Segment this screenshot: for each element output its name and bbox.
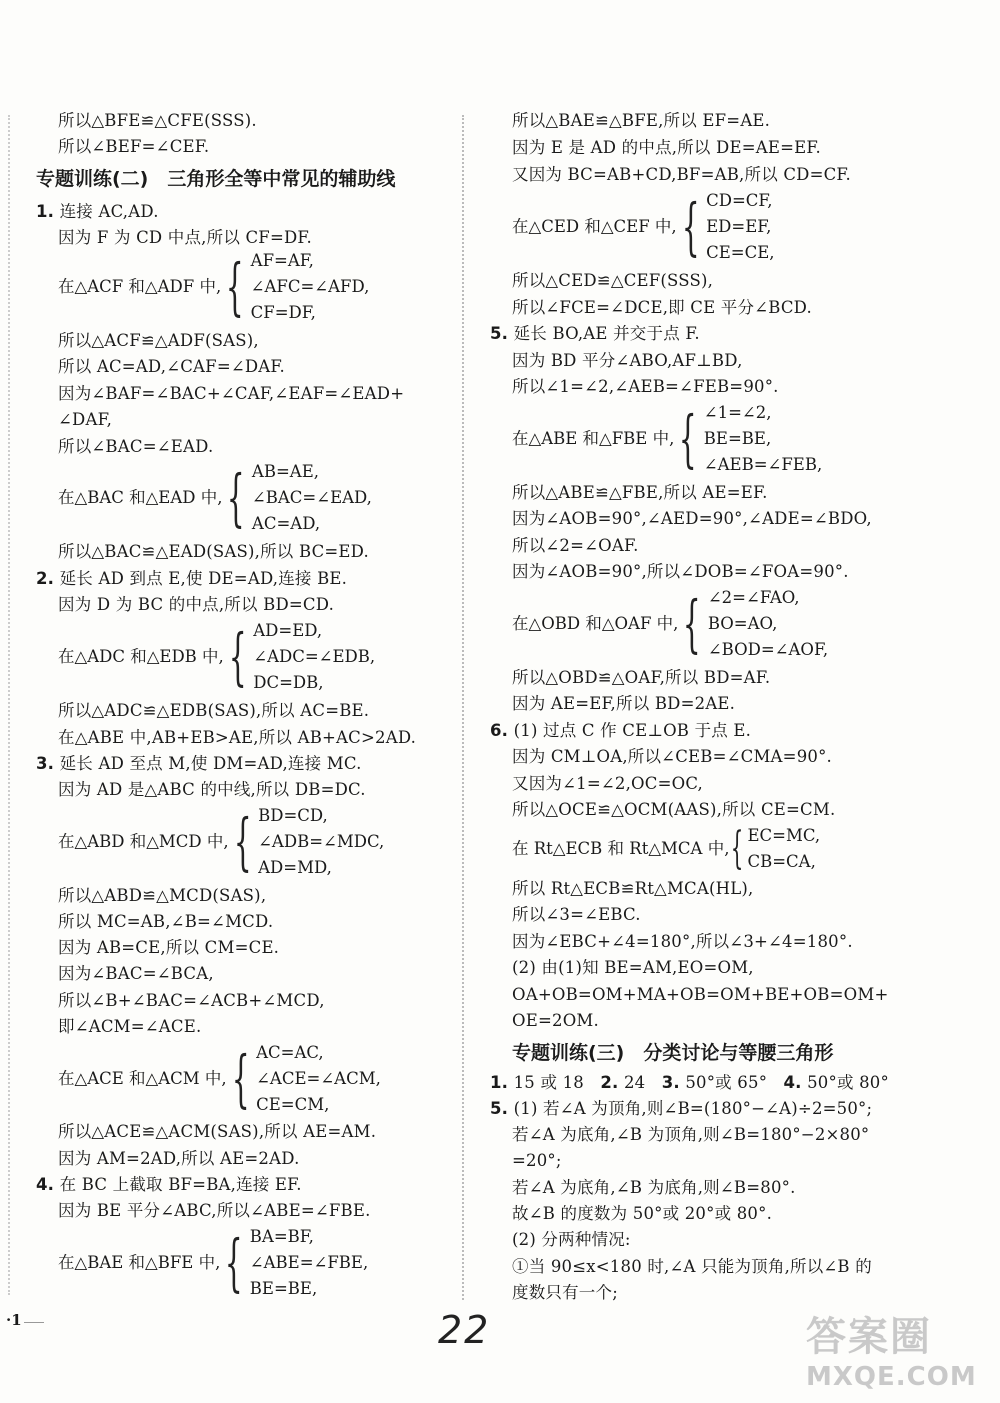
text-line: 所以∠2=∠OAF. bbox=[512, 536, 639, 555]
corner-mark: ·1 bbox=[6, 1311, 22, 1329]
problem-number: 5. bbox=[490, 324, 509, 343]
equation-system bbox=[512, 188, 775, 266]
section-title-3: 专题训练(三) 分类讨论与等腰三角形 bbox=[512, 1042, 834, 1064]
system-lead: 在△ABD 和△MCD 中, bbox=[58, 832, 229, 851]
text-line: =20°; bbox=[512, 1151, 562, 1170]
brace-icon: { bbox=[225, 1226, 243, 1299]
text-line: 所以△ADC≌△EDB(SAS),所以 AC=BE. bbox=[58, 701, 370, 720]
system-row: BD=CD, bbox=[258, 806, 328, 825]
brace-icon: { bbox=[681, 190, 700, 263]
problem-3-line bbox=[36, 753, 362, 775]
text-line: 所以△ACF≌△ADF(SAS), bbox=[58, 331, 259, 350]
text: 延长 BO,AE 并交于点 F. bbox=[513, 324, 700, 343]
column-divider bbox=[462, 115, 464, 1300]
problem-4-line bbox=[36, 1174, 302, 1196]
text-line: 因为∠AOB=90°,∠AED=90°,∠ADE=∠BDO, bbox=[512, 509, 872, 528]
text: (1) 若∠A 为顶角,则∠B=(180°−∠A)÷2=50°; bbox=[513, 1099, 873, 1118]
watermark-url: MXQE.COM bbox=[806, 1362, 977, 1392]
equation-system bbox=[58, 459, 372, 537]
text: 延长 AD 至点 M,使 DM=AD,连接 MC. bbox=[59, 754, 362, 773]
problem-number: 4. bbox=[783, 1073, 802, 1092]
text-line: 所以△BAC≌△EAD(SAS),所以 BC=ED. bbox=[58, 542, 369, 561]
system-row: CF=DF, bbox=[250, 303, 316, 322]
system-row: ∠ADB=∠MDC, bbox=[258, 832, 385, 851]
system-row: BE=BE, bbox=[703, 429, 772, 448]
text-line: 故∠B 的度数为 50°或 20°或 80°. bbox=[512, 1204, 773, 1223]
text-line: 所以 MC=AB,∠B=∠MCD. bbox=[58, 912, 274, 931]
system-row: BA=BF, bbox=[249, 1227, 314, 1246]
problem-number: 3. bbox=[36, 754, 55, 773]
text-line: 又因为 BC=AB+CD,BF=AB,所以 CD=CF. bbox=[512, 165, 851, 184]
system-row: ED=EF, bbox=[706, 217, 772, 236]
watermark-logo bbox=[806, 1305, 986, 1395]
page-number: 22 bbox=[438, 1308, 491, 1352]
equation-system bbox=[58, 1040, 381, 1118]
system-row: ∠ACE=∠ACM, bbox=[256, 1069, 381, 1088]
system-lead: 在 Rt△ECB 和 Rt△MCA 中, bbox=[512, 839, 730, 858]
text-line: (2) 分两种情况: bbox=[512, 1230, 631, 1249]
answer: 15 或 18 bbox=[513, 1073, 584, 1092]
text-line: 所以△BFE≌△CFE(SSS). bbox=[58, 111, 257, 130]
system-lead: 在△ABE 和△FBE 中, bbox=[512, 429, 675, 448]
brace-icon: { bbox=[226, 250, 244, 323]
text-line: 所以∠BEF=∠CEF. bbox=[58, 137, 210, 156]
problem-number: 4. bbox=[36, 1175, 55, 1194]
system-lead: 在△OBD 和△OAF 中, bbox=[512, 614, 679, 633]
problem-5-line bbox=[490, 323, 700, 345]
answer: 50°或 65° bbox=[685, 1073, 768, 1092]
brace-icon: { bbox=[233, 805, 252, 878]
equation-system bbox=[58, 1224, 368, 1302]
section-title-2: 专题训练(二) 三角形全等中常见的辅助线 bbox=[36, 168, 396, 190]
text-line: 所以△ACE≌△ACM(SAS),所以 AE=AM. bbox=[58, 1122, 377, 1141]
system-row: AD=ED, bbox=[253, 621, 323, 640]
problem-number: 3. bbox=[661, 1073, 680, 1092]
text-line: 所以∠3=∠EBC. bbox=[512, 905, 641, 924]
text-line: 因为 BD 平分∠ABO,AF⊥BD, bbox=[512, 351, 743, 370]
brace-icon: { bbox=[227, 461, 246, 534]
text-line: 所以△OCE≌△OCM(AAS),所以 CE=CM. bbox=[512, 800, 836, 819]
answers-line bbox=[490, 1072, 889, 1094]
system-row: CE=CM, bbox=[256, 1095, 330, 1114]
text-line: OA+OB=OM+MA+OB=OM+BE+OB=OM+ bbox=[512, 985, 889, 1004]
answer: 24 bbox=[623, 1073, 646, 1092]
problem-number: 1. bbox=[490, 1073, 509, 1092]
text-line: 因为∠AOB=90°,所以∠DOB=∠FOA=90°. bbox=[512, 562, 849, 581]
system-row: AF=AF, bbox=[250, 251, 314, 270]
text: 连接 AC,AD. bbox=[59, 202, 159, 221]
corner-rule bbox=[24, 1322, 44, 1323]
text-line: 因为 BE 平分∠ABC,所以∠ABE=∠FBE. bbox=[58, 1201, 371, 1220]
text-line: 因为∠BAC=∠BCA, bbox=[58, 964, 214, 983]
problem-5-answer-line bbox=[490, 1098, 872, 1120]
brace-icon: { bbox=[683, 587, 701, 660]
equation-system bbox=[58, 248, 369, 326]
system-lead: 在△CED 和△CEF 中, bbox=[512, 217, 677, 236]
problem-number: 6. bbox=[490, 721, 509, 740]
system-row: AC=AD, bbox=[251, 514, 321, 533]
equation-system bbox=[512, 400, 822, 478]
left-margin-dots bbox=[8, 115, 10, 1295]
system-lead: 在△ACF 和△ADF 中, bbox=[58, 277, 222, 296]
system-row: BO=AO, bbox=[707, 614, 778, 633]
system-row: ∠ADC=∠EDB, bbox=[253, 647, 376, 666]
system-row: ∠AEB=∠FEB, bbox=[703, 455, 823, 474]
system-lead: 在△ADC 和△EDB 中, bbox=[58, 647, 224, 666]
text-line: 所以∠FCE=∠DCE,即 CE 平分∠BCD. bbox=[512, 298, 812, 317]
system-row: AC=AC, bbox=[256, 1043, 324, 1062]
text-line: 因为∠BAF=∠BAC+∠CAF,∠EAF=∠EAD+ bbox=[58, 384, 405, 403]
problem-6-line bbox=[490, 720, 751, 742]
text-line: ∠DAF, bbox=[58, 410, 113, 429]
equation-system bbox=[58, 618, 375, 696]
system-row: AB=AE, bbox=[251, 462, 319, 481]
system-row: EC=MC, bbox=[747, 826, 821, 845]
text-line: 因为 CM⊥OA,所以∠CEB=∠CMA=90°. bbox=[512, 747, 832, 766]
text-line: OE=2OM. bbox=[512, 1011, 599, 1030]
system-row: ∠1=∠2, bbox=[703, 403, 772, 422]
system-row: ∠ABE=∠FBE, bbox=[249, 1253, 369, 1272]
system-lead: 在△BAE 和△BFE 中, bbox=[58, 1253, 221, 1272]
problem-number: 5. bbox=[490, 1099, 509, 1118]
problem-2-line bbox=[36, 568, 347, 590]
text: 延长 AD 到点 E,使 DE=AD,连接 BE. bbox=[59, 569, 348, 588]
text-line: 所以∠1=∠2,∠AEB=∠FEB=90°. bbox=[512, 377, 779, 396]
problem-number: 2. bbox=[36, 569, 55, 588]
text-line: 所以△BAE≌△BFE,所以 EF=AE. bbox=[512, 111, 771, 130]
system-row: BE=BE, bbox=[249, 1279, 318, 1298]
text-line: 若∠A 为底角,∠B 为顶角,则∠B=180°−2×80° bbox=[512, 1125, 870, 1144]
text-line: 所以△ABE≌△FBE,所以 AE=EF. bbox=[512, 483, 768, 502]
system-row: CB=CA, bbox=[747, 852, 816, 871]
system-row: DC=DB, bbox=[253, 673, 324, 692]
text-line: 因为 F 为 CD 中点,所以 CF=DF. bbox=[58, 228, 312, 247]
text-line: 即∠ACM=∠ACE. bbox=[58, 1017, 202, 1036]
watermark-text: 答案圈 bbox=[806, 1314, 932, 1360]
text-line: 因为∠EBC+∠4=180°,所以∠3+∠4=180°. bbox=[512, 932, 853, 951]
brace-icon: { bbox=[231, 1042, 250, 1115]
text-line: 度数只有一个; bbox=[512, 1283, 618, 1302]
brace-icon: { bbox=[228, 620, 247, 693]
system-row: ∠BAC=∠EAD, bbox=[251, 488, 372, 507]
text-line: 因为 AB=CE,所以 CM=CE. bbox=[58, 938, 280, 957]
text-line: 所以 Rt△ECB≌Rt△MCA(HL), bbox=[512, 879, 754, 898]
text-line: 因为 D 为 BC 的中点,所以 BD=CD. bbox=[58, 595, 335, 614]
text-line: 所以 AC=AD,∠CAF=∠DAF. bbox=[58, 357, 285, 376]
equation-system bbox=[58, 803, 384, 881]
system-row: CE=CE, bbox=[706, 243, 775, 262]
answer: 50°或 80° bbox=[807, 1073, 889, 1092]
brace-icon: { bbox=[679, 402, 697, 475]
system-lead: 在△ACE 和△ACM 中, bbox=[58, 1069, 227, 1088]
equation-system bbox=[512, 585, 828, 663]
problem-number: 1. bbox=[36, 202, 55, 221]
problem-1-line bbox=[36, 201, 159, 223]
text-line: 所以△CED≌△CEF(SSS), bbox=[512, 271, 714, 290]
text-line: 因为 AD 是△ABC 的中线,所以 DB=DC. bbox=[58, 780, 366, 799]
text: 在 BC 上截取 BF=BA,连接 EF. bbox=[59, 1175, 302, 1194]
text-line: 所以∠BAC=∠EAD. bbox=[58, 437, 214, 456]
system-row: ∠2=∠FAO, bbox=[707, 588, 800, 607]
text-line: 因为 AM=2AD,所以 AE=2AD. bbox=[58, 1149, 300, 1168]
text-line: 所以△ABD≌△MCD(SAS), bbox=[58, 886, 267, 905]
text-line: 所以△OBD≌△OAF,所以 BD=AF. bbox=[512, 668, 771, 687]
text-line: 因为 AE=EF,所以 BD=2AE. bbox=[512, 694, 736, 713]
system-row: AD=MD, bbox=[258, 858, 332, 877]
system-row: CD=CF, bbox=[706, 191, 773, 210]
text-line: (2) 由(1)知 BE=AM,EO=OM, bbox=[512, 958, 754, 977]
system-row: ∠AFC=∠AFD, bbox=[250, 277, 370, 296]
equation-system bbox=[512, 823, 820, 875]
text: (1) 过点 C 作 CE⊥OB 于点 E. bbox=[513, 721, 752, 740]
text-line: 因为 E 是 AD 的中点,所以 DE=AE=EF. bbox=[512, 138, 821, 157]
text-line: ①当 90≤x<180 时,∠A 只能为顶角,所以∠B 的 bbox=[512, 1257, 872, 1276]
system-row: ∠BOD=∠AOF, bbox=[707, 640, 829, 659]
brace-icon: { bbox=[731, 823, 744, 874]
text-line: 在△ABE 中,AB+EB>AE,所以 AB+AC>2AD. bbox=[58, 728, 417, 747]
problem-number: 2. bbox=[600, 1073, 619, 1092]
text-line: 若∠A 为底角,∠B 为底角,则∠B=80°. bbox=[512, 1178, 796, 1197]
text-line: 所以∠B+∠BAC=∠ACB+∠MCD, bbox=[58, 991, 325, 1010]
text-line: 又因为∠1=∠2,OC=OC, bbox=[512, 774, 704, 793]
system-lead: 在△BAC 和△EAD 中, bbox=[58, 488, 223, 507]
